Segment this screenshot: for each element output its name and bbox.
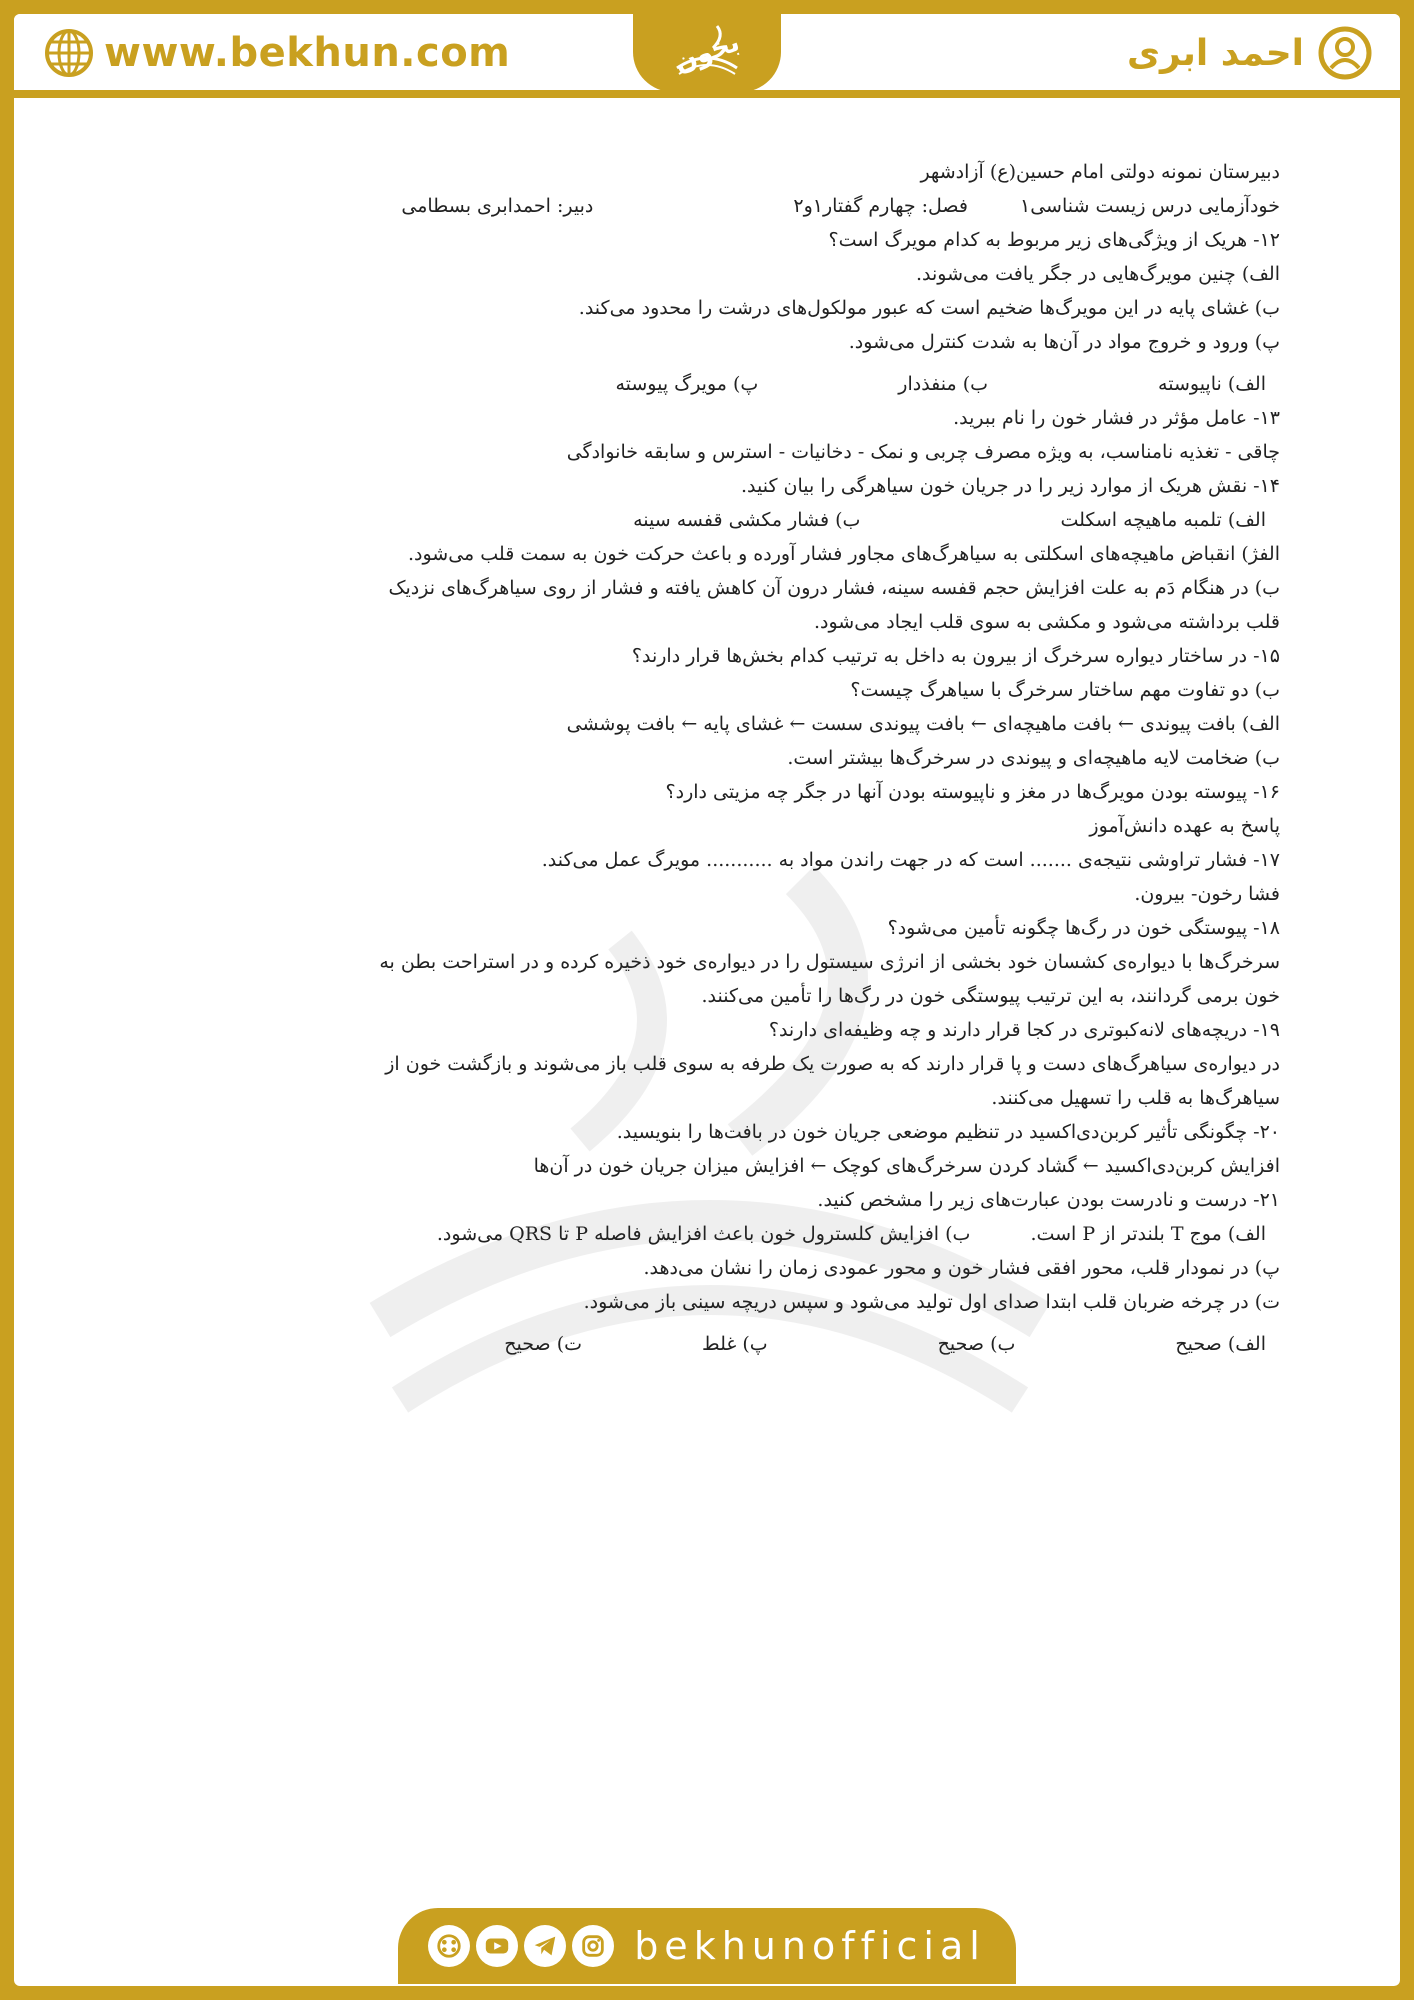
q17-answer: فشا رخون- بیرون.: [1134, 883, 1280, 905]
aparat-icon[interactable]: [428, 1925, 470, 1967]
globe-icon: [44, 28, 94, 78]
page-footer: [398, 1908, 1016, 1984]
q14-answer-1: الفژ) انقباض ماهیچه‌های اسکلتی به سیاهرگ‌های مجاور فشار آورده و باعث حرکت خون به سمت قلب می‌شود.: [407, 543, 1280, 565]
user-icon: [1318, 26, 1372, 80]
q20-answer: افزایش کربن‌دی‌اکسید ← گشاد کردن سرخرگ‌های کوچک ← افزایش میزان جریان خون در آن‌ها: [533, 1155, 1280, 1177]
q12-item-a: الف) چنین مویرگ‌هایی در جگر یافت می‌شوند.: [916, 263, 1280, 285]
q15-item-b: ب) دو تفاوت مهم ساختار سرخرگ با سیاهرگ چیست؟: [850, 679, 1280, 701]
question-19: ۱۹- دریچه‌های لانه‌کبوتری در کجا قرار دارند و چه وظیفه‌ای دارند؟: [768, 1019, 1280, 1041]
q14-items: [130, 503, 1266, 537]
question-16: ۱۶- پیوسته بودن مویرگ‌ها در مغز و ناپیوسته بودن آنها در جگر چه مزیتی دارد؟: [665, 781, 1280, 803]
q18-answer-2: خون برمی گردانند، به این ترتیب پیوستگی خون در رگ‌ها را تأمین می‌کنند.: [701, 985, 1280, 1007]
telegram-icon[interactable]: [524, 1925, 566, 1967]
q21-item-d: ت) در چرخه ضربان قلب ابتدا صدای اول تولید می‌شود و سپس دریچه سینی باز می‌شود.: [583, 1291, 1280, 1313]
q16-answer: پاسخ به عهده دانش‌آموز: [1089, 815, 1280, 837]
brand-logo: [633, 14, 781, 92]
author-badge: [1127, 26, 1372, 80]
q12-answer-b: ب) منفذدار: [898, 373, 989, 395]
q21-answer-d: ت) صحیح: [504, 1333, 583, 1355]
school-name: دبیرستان نمونه دولتی امام حسین(ع) آزادشهر: [920, 161, 1280, 183]
q19-answer-1: در دیواره‌ی سیاهرگ‌های دست و پا قرار دارند که به صورت یک طرفه به سوی قلب باز می‌شوند و بازگشت خون از: [385, 1053, 1280, 1075]
question-14: ۱۴- نقش هریک از موارد زیر را در جریان خون سیاهرگی را بیان کنید.: [740, 475, 1280, 497]
question-20: ۲۰- چگونگی تأثیر کربن‌دی‌اکسید در تنظیم موضعی جریان خون در بافت‌ها را بنویسید.: [616, 1121, 1280, 1143]
teacher-name: دبیر: احمدابری بسطامی: [401, 195, 594, 217]
question-17: ۱۷- فشار تراوشی نتیجه‌ی ....... است که در جهت راندن مواد به ........... مویرگ عمل می‌کند.: [541, 849, 1280, 871]
q14-answer-3: قلب برداشته می‌شود و مکشی به سوی قلب ایجاد می‌شود.: [813, 611, 1280, 633]
q14-item-a: الف) تلمبه ماهیچه اسکلت: [1060, 509, 1266, 531]
q12-answer: [130, 367, 1266, 401]
q12-answer-c: پ) مویرگ پیوسته: [615, 373, 759, 395]
logo-text: بخون: [670, 27, 744, 79]
q15-answer-2: ب) ضخامت لایه ماهیچه‌ای و پیوندی در سرخرگ‌ها بیشتر است.: [787, 747, 1280, 769]
question-13: ۱۳- عامل مؤثر در فشار خون را نام ببرید.: [953, 407, 1280, 429]
q14-answer-2: ب) در هنگام دَم به علت افزایش حجم قفسه سینه، فشار درون آن کاهش یافته و فشار از روی سیاهرگ‌های نزدیک: [388, 577, 1280, 599]
q15-answer-1: الف) بافت پیوندی ← بافت ماهیچه‌ای ← بافت پیوندی سست ← غشای پایه ← بافت پوششی: [566, 713, 1280, 735]
q21-item-a: الف) موج T بلندتر از P است.: [1030, 1223, 1266, 1245]
q12-item-c: پ) ورود و خروج مواد در آن‌ها به شدت کنترل می‌شود.: [848, 331, 1280, 353]
q19-answer-2: سیاهرگ‌ها به قلب را تسهیل می‌کنند.: [991, 1087, 1280, 1109]
social-icons: [428, 1925, 614, 1967]
q21-items-ab: [130, 1217, 1266, 1251]
q18-answer-1: سرخرگ‌ها با دیواره‌ی کشسان خود بخشی از انرژی سیستول را در دیواره‌ی خود ذخیره کرده و در استراحت بطن به: [379, 951, 1280, 973]
social-handle[interactable]: bekhunofficial: [634, 1924, 986, 1968]
instagram-icon[interactable]: [572, 1925, 614, 1967]
q21-item-b: ب) افزایش کلسترول خون باعث افزایش فاصله P تا QRS می‌شود.: [436, 1223, 971, 1245]
exam-title: خودآزمایی درس زیست شناسی۱: [1019, 195, 1280, 217]
youtube-icon[interactable]: [476, 1925, 518, 1967]
question-21: ۲۱- درست و نادرست بودن عبارت‌های زیر را مشخص کنید.: [817, 1189, 1280, 1211]
exam-content: [130, 155, 1280, 1361]
q14-item-b: ب) فشار مکشی قفسه سینه: [633, 509, 861, 531]
q21-answer-c: پ) غلط: [702, 1333, 768, 1355]
q12-item-b: ب) غشای پایه در این مویرگ‌ها ضخیم است که عبور مولکول‌های درشت را محدود می‌کند.: [578, 297, 1280, 319]
q12-answer-a: الف) ناپیوسته: [1158, 373, 1266, 395]
question-12: ۱۲- هریک از ویژگی‌های زیر مربوط به کدام مویرگ است؟: [828, 229, 1280, 251]
q21-answers: [130, 1327, 1266, 1361]
q21-item-c: پ) در نمودار قلب، محور افقی فشار خون و محور عمودی زمان را نشان می‌دهد.: [643, 1257, 1280, 1279]
q13-answer: چاقی - تغذیه نامناسب، به ویژه مصرف چربی و نمک - دخانیات - استرس و سابقه خانوادگی: [566, 441, 1280, 463]
q21-answer-a: الف) صحیح: [1175, 1333, 1266, 1355]
site-link[interactable]: [44, 28, 510, 78]
question-18: ۱۸- پیوستگی خون در رگ‌ها چگونه تأمین می‌شود؟: [887, 917, 1280, 939]
exam-info-row: [130, 189, 1280, 223]
chapter-title: فصل: چهارم گفتار۱و۲: [793, 195, 968, 217]
question-15: ۱۵- در ساختار دیواره سرخرگ از بیرون به داخل به ترتیب کدام بخش‌ها قرار دارند؟: [631, 645, 1280, 667]
q21-answer-b: ب) صحیح: [937, 1333, 1016, 1355]
site-url[interactable]: www.bekhun.com: [104, 30, 511, 76]
author-name: احمد ابری: [1127, 32, 1304, 74]
